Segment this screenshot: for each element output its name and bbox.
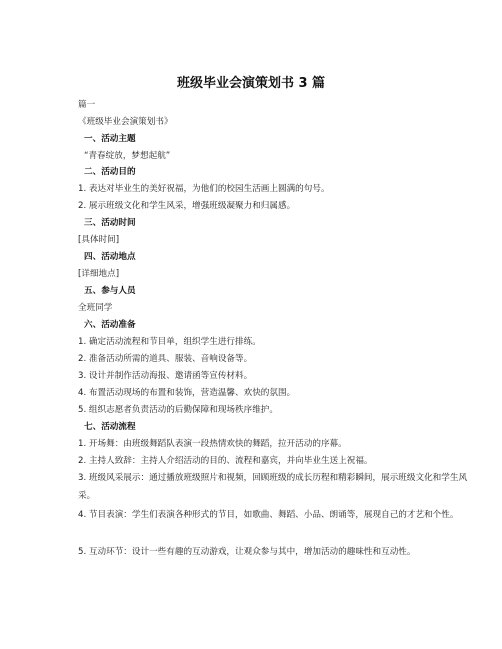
- section-heading: 六、活动准备: [84, 320, 136, 330]
- section-heading: 一、活动主题: [84, 134, 136, 144]
- list-item: 5. 组织志愿者负责活动的后勤保障和现场秩序维护。: [78, 405, 278, 415]
- list-item: 1. 确定活动流程和节目单，组织学生进行排练。: [78, 337, 261, 347]
- section-heading: 五、参与人员: [84, 286, 136, 296]
- time-text: [具体时间]: [78, 235, 120, 245]
- book-title: 《班级毕业会演策划书》: [78, 117, 173, 127]
- section-heading: 七、活动流程: [84, 422, 136, 432]
- list-item: 4. 节目表演：学生们表演各种形式的节目，如歌曲、舞蹈、小品、朗诵等，展现自己的才艺和个性。: [78, 510, 459, 520]
- list-item: 1. 开场舞：由班级舞蹈队表演一段热情欢快的舞蹈，拉开活动的序幕。: [78, 439, 347, 449]
- list-item: 3. 设计并制作活动海报、邀请函等宣传材料。: [78, 371, 253, 381]
- section-heading: 二、活动目的: [84, 167, 136, 177]
- list-item: 2. 展示班级文化和学生风采，增强班级凝聚力和归属感。: [78, 201, 296, 211]
- theme-text: “青春绽放，梦想起航”: [84, 151, 171, 161]
- location-text: [详细地点]: [78, 269, 120, 279]
- section-heading: 四、活动地点: [84, 252, 136, 262]
- part-label: 篇一: [78, 100, 96, 110]
- list-item: 2. 准备活动所需的道具、服装、音响设备等。: [78, 354, 253, 364]
- document-title: 班级毕业会演策划书 3 篇: [176, 76, 326, 91]
- list-item: 2. 主持人致辞：主持人介绍活动的目的、流程和嘉宾，并向毕业生送上祝福。: [78, 456, 373, 466]
- section-heading: 三、活动时间: [84, 218, 136, 228]
- participants-text: 全班同学: [78, 303, 113, 313]
- list-item: 3. 班级风采展示：通过播放班级照片和视频，回顾班级的成长历程和精彩瞬间，展示班级文化和学生风采。: [78, 473, 468, 501]
- list-item: 4. 布置活动现场的布置和装饰，营造温馨、欢快的氛围。: [78, 388, 296, 398]
- list-item: 5. 互动环节：设计一些有趣的互动游戏，让观众参与其中，增加活动的趣味性和互动性。: [78, 547, 416, 557]
- list-item: 1. 表达对毕业生的美好祝福，为他们的校园生活画上圆满的句号。: [78, 184, 330, 194]
